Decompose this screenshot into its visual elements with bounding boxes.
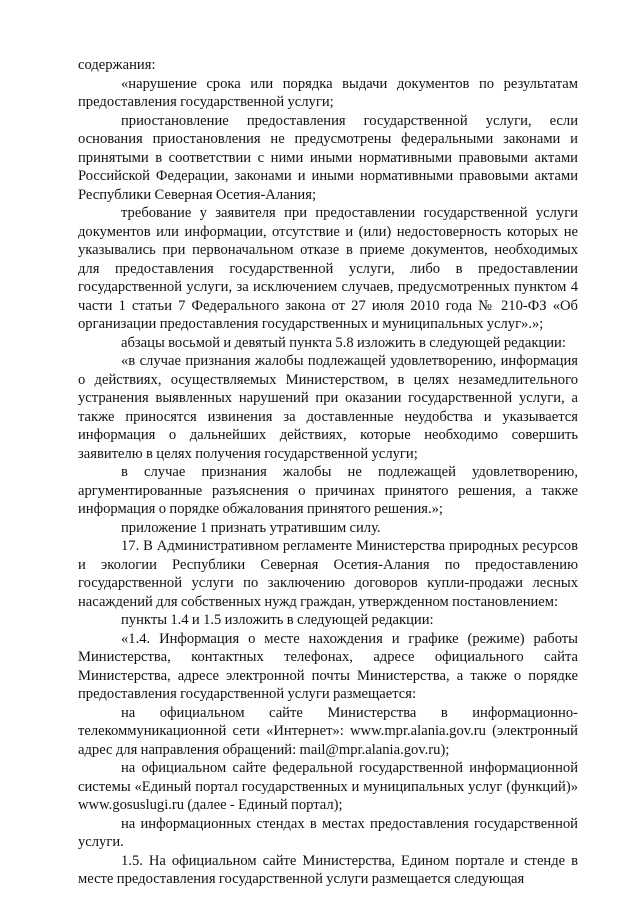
paragraph-5: абзацы восьмой и девятый пункта 5.8 изложить в следующей редакции: xyxy=(121,334,566,351)
paragraph-15: 1.5. На официальном сайте Министерства, Едином портале и стенде в месте предоставления государственной услуги размещается следующая xyxy=(78,852,578,887)
paragraph-12: на официальном сайте Министерства в информационно-телекоммуникационной сети «Интернет»: www.mpr.alania.gov.ru (электронный адрес для направления обращений: mail@mpr.alania.gov.ru); xyxy=(78,704,578,758)
paragraph-7: в случае признания жалобы не подлежащей удовлетворению, аргументированные разъяснения о причинах принятого решения, а также информация о порядке обжалования принятого решения.»; xyxy=(78,464,578,517)
paragraph-1: содержания: xyxy=(78,57,156,73)
paragraph-11: «1.4. Информация о месте нахождения и графике (режиме) работы Министерства, контактных телефонах, адресе официального сайта Министерства, адресе электронной почты Министерства, а также о порядке предоставления государственной услуги размещается: xyxy=(78,630,578,702)
paragraph-3: приостановление предоставления государственной услуги, если основания приостановления не предусмотрены федеральными законами и принятыми в соответствии с ними иными нормативными правовыми актами Российской Федерации, законами и иными нормативными правовыми актами Республики Северная Осетия-Алания; xyxy=(78,112,578,203)
paragraph-4: требование у заявителя при предоставлении государственной услуги документов или информации, отсутствие и (или) недостоверность которых не указывались при первоначальном отказе в приеме документов, необходимых для предоставления государственной услуги, либо в предоставлении государственной услуги, за исключением случаев, предусмотренных пунктом 4 части 1 статьи 7 Федерального закона от 27 июля 2010 года № 210-ФЗ «Об организации предоставления государственных и муниципальных услуг».»; xyxy=(78,205,578,332)
paragraph-10: пункты 1.4 и 1.5 изложить в следующей редакции: xyxy=(121,612,434,628)
paragraph-8: приложение 1 признать утратившим силу. xyxy=(121,519,381,536)
paragraph-2: «нарушение срока или порядка выдачи документов по результатам предоставления государственной услуги; xyxy=(78,75,578,110)
paragraph-13: на официальном сайте федеральной государственной информационной системы «Единый портал государственных и муниципальных услуг (функций)» www.gosuslugi.ru (далее - Единый портал); xyxy=(78,760,578,813)
paragraph-6: «в случае признания жалобы подлежащей удовлетворению, информация о действиях, осуществляемых Министерством, в целях незамедлительного устранения выявленных нарушений при оказании государственной услуги, а также приносятся извинения за доставленные неудобства и указывается информация о дальнейших действиях, которые необходимо совершить заявителю в целях получения государственной услуги; xyxy=(78,353,578,462)
document-body xyxy=(78,56,578,889)
paragraph-14: на информационных стендах в местах предоставления государственной услуги. xyxy=(78,815,578,850)
paragraph-9: 17. В Административном регламенте Министерства природных ресурсов и экологии Республики Северная Осетия-Алания по предоставлению государственной услуги по заключению договоров купли-продажи лесных насаждений для собственных нужд граждан, утвержденном постановлением: xyxy=(78,538,578,610)
